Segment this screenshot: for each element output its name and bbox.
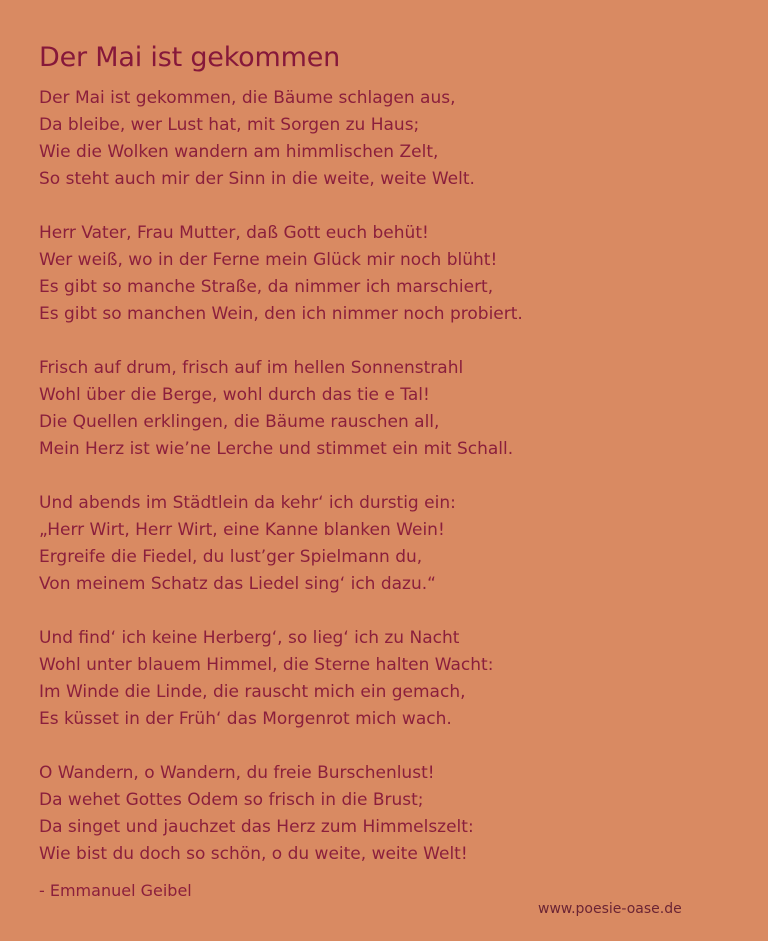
poem-line: Wer weiß, wo in der Ferne mein Glück mir noch blüht! <box>39 250 498 270</box>
stanza-5 <box>39 625 739 733</box>
poem-line: Wie bist du doch so schön, o du weite, weite Welt! <box>39 844 468 864</box>
poem-line: Es gibt so manchen Wein, den ich nimmer noch probiert. <box>39 304 523 324</box>
stanza-4 <box>39 490 739 598</box>
poem-line: Herr Vater, Frau Mutter, daß Gott euch behüt! <box>39 223 429 243</box>
poem-line: Ergreife die Fiedel, du lust’ger Spielmann du, <box>39 547 423 567</box>
poem-line: Wie die Wolken wandern am himmlischen Zelt, <box>39 142 439 162</box>
poem-line: Frisch auf drum, frisch auf im hellen Sonnenstrahl <box>39 358 464 378</box>
poem-line: Es küsset in der Früh‘ das Morgenrot mich wach. <box>39 709 452 729</box>
source-url: www.poesie-oase.de <box>538 901 682 917</box>
poem-line: Da bleibe, wer Lust hat, mit Sorgen zu Haus; <box>39 115 420 135</box>
poem-line: Die Quellen erklingen, die Bäume rauschen all, <box>39 412 440 432</box>
poem-line: O Wandern, o Wandern, du freie Burschenlust! <box>39 763 435 783</box>
poem-line: Da wehet Gottes Odem so frisch in die Brust; <box>39 790 424 810</box>
poem-line: Von meinem Schatz das Liedel sing‘ ich dazu.“ <box>39 574 436 594</box>
stanza-3 <box>39 355 739 463</box>
stanza-6 <box>39 760 739 868</box>
poem-line: Der Mai ist gekommen, die Bäume schlagen aus, <box>39 88 456 108</box>
stanza-2 <box>39 220 739 328</box>
poem-title: Der Mai ist gekommen <box>39 42 341 73</box>
poem-body <box>39 85 739 895</box>
poem-line: So steht auch mir der Sinn in die weite, weite Welt. <box>39 169 475 189</box>
poem-line: Mein Herz ist wie’ne Lerche und stimmet ein mit Schall. <box>39 439 514 459</box>
poem-line: Wohl unter blauem Himmel, die Sterne halten Wacht: <box>39 655 494 675</box>
poem-line: „Herr Wirt, Herr Wirt, eine Kanne blanken Wein! <box>39 520 445 540</box>
poem-line: Es gibt so manche Straße, da nimmer ich marschiert, <box>39 277 494 297</box>
poem-line: Wohl über die Berge, wohl durch das tie e Tal! <box>39 385 430 405</box>
poem-line: Da singet und jauchzet das Herz zum Himmelszelt: <box>39 817 474 837</box>
stanza-1 <box>39 85 739 193</box>
poem-line: Und abends im Städtlein da kehr‘ ich durstig ein: <box>39 493 456 513</box>
poem-author: - Emmanuel Geibel <box>39 881 192 900</box>
poem-line: Und find‘ ich keine Herberg‘, so lieg‘ ich zu Nacht <box>39 628 460 648</box>
poem-line: Im Winde die Linde, die rauscht mich ein gemach, <box>39 682 466 702</box>
